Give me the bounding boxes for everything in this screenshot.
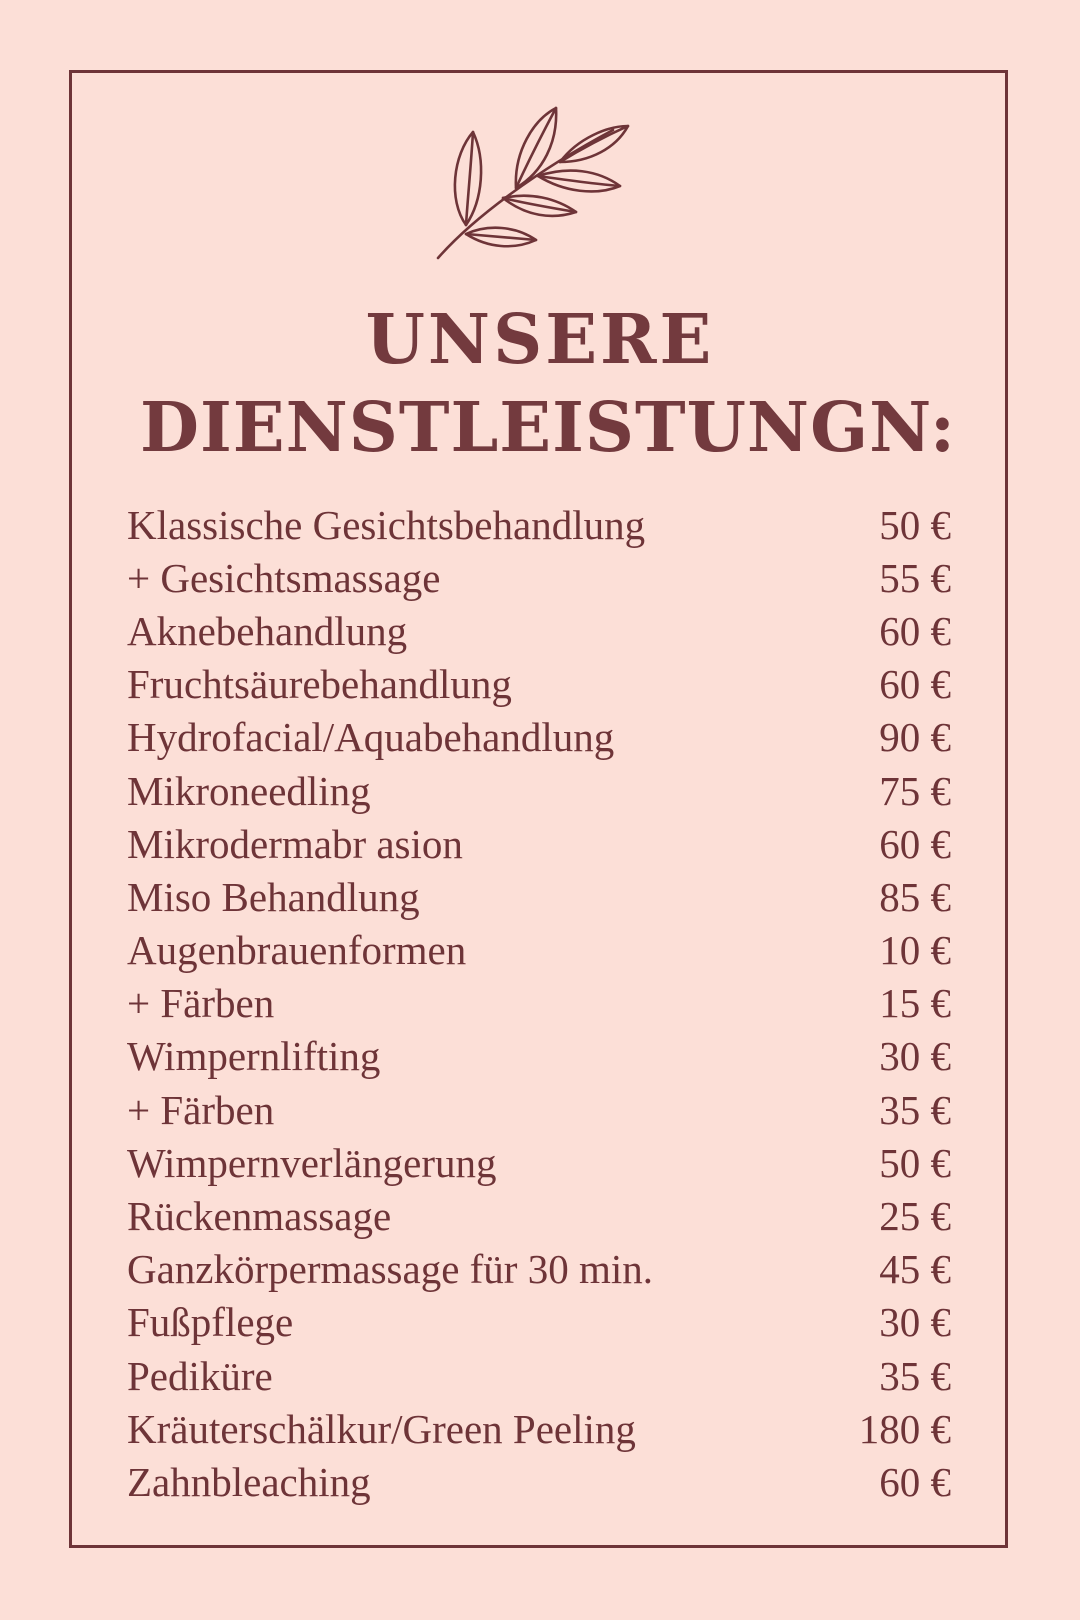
service-price: 90 € [879, 714, 951, 761]
service-name: Klassische Gesichtsbehandlung [127, 501, 646, 548]
service-price: 50 € [879, 501, 951, 548]
service-name: Mikroneedling [127, 767, 371, 814]
service-price: 30 € [879, 1033, 951, 1080]
service-price: 30 € [879, 1299, 951, 1346]
service-price: 60 € [879, 820, 951, 867]
service-name: + Gesichtsmassage [127, 554, 441, 601]
service-name: Aknebehandlung [127, 607, 408, 654]
service-row [127, 604, 953, 657]
service-row [127, 1296, 953, 1349]
service-price: 15 € [879, 980, 951, 1027]
service-name: + Färben [127, 1086, 275, 1133]
service-name: Ganzkörpermassage für 30 min. [127, 1246, 653, 1293]
service-row [127, 498, 953, 551]
page-title-line-2: DIENSTLEISTUNGN: [140, 388, 956, 468]
service-name: Fußpflege [127, 1299, 294, 1346]
service-price: 10 € [879, 927, 951, 974]
service-price: 75 € [879, 767, 951, 814]
service-name: Pediküre [127, 1352, 273, 1399]
service-price: 60 € [879, 661, 951, 708]
service-row [127, 1402, 953, 1455]
service-row [127, 1083, 953, 1136]
service-name: Rückenmassage [127, 1193, 392, 1240]
service-name: Fruchtsäurebehandlung [127, 661, 512, 708]
service-row [127, 1189, 953, 1242]
page-title-line-1: UNSERE [365, 300, 715, 380]
service-price: 55 € [879, 554, 951, 601]
service-name: Mikrodermabr asion [127, 820, 463, 867]
service-row [127, 711, 953, 764]
service-name: + Färben [127, 980, 275, 1027]
service-row [127, 977, 953, 1030]
service-name: Miso Behandlung [127, 873, 420, 920]
service-row [127, 817, 953, 870]
service-row [127, 1243, 953, 1296]
service-row [127, 764, 953, 817]
service-price: 85 € [879, 873, 951, 920]
service-row [127, 1030, 953, 1083]
service-price: 35 € [879, 1352, 951, 1399]
service-name: Wimpernverlängerung [127, 1139, 497, 1186]
service-price: 180 € [858, 1405, 951, 1452]
service-price: 25 € [879, 1193, 951, 1240]
service-price: 60 € [879, 1458, 951, 1505]
service-name: Wimpernlifting [127, 1033, 381, 1080]
service-name: Hydrofacial/Aquabehandlung [127, 714, 615, 761]
service-row [127, 1136, 953, 1189]
service-price: 60 € [879, 607, 951, 654]
service-price: 35 € [879, 1086, 951, 1133]
service-row [127, 924, 953, 977]
service-price: 50 € [879, 1139, 951, 1186]
service-row [127, 1349, 953, 1402]
service-row [127, 551, 953, 604]
service-name: Kräuterschälkur/Green Peeling [127, 1405, 636, 1452]
leaf-branch-icon [428, 100, 648, 270]
service-row [127, 1455, 953, 1508]
service-name: Augenbrauenformen [127, 927, 467, 974]
services-list [127, 498, 953, 1509]
service-row [127, 870, 953, 923]
service-price: 45 € [879, 1246, 951, 1293]
service-name: Zahnbleaching [127, 1458, 371, 1505]
service-row [127, 658, 953, 711]
